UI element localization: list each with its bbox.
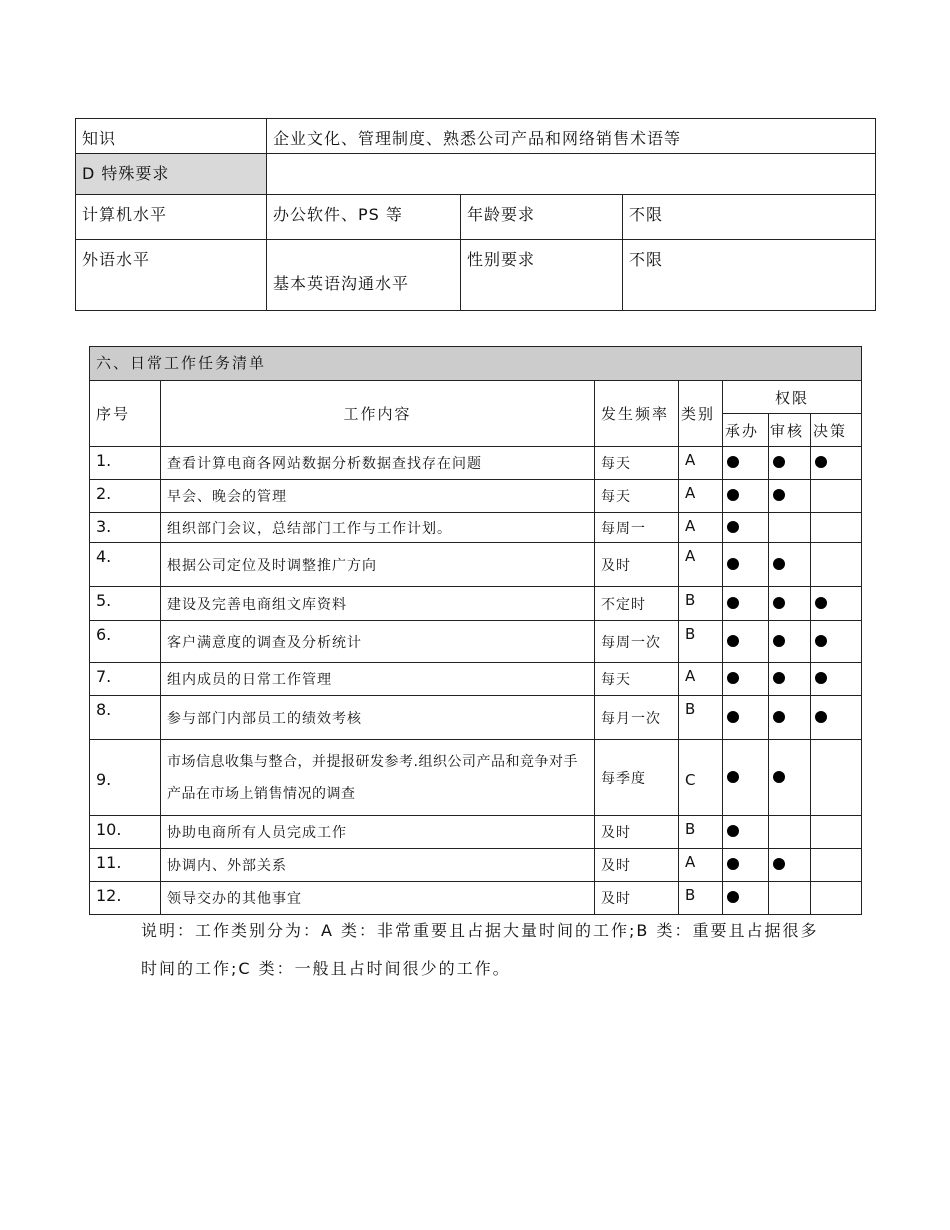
review-cell <box>769 447 811 480</box>
authority-dot <box>815 711 827 723</box>
task-content: 组织部门会议，总结部门工作与工作计划。 <box>161 513 595 543</box>
category-note: 说明：工作类别分为：A 类：非常重要且占据大量时间的工作;B 类：重要且占据很多时间的工作;C 类：一般且占时间很少的工作。 <box>141 921 819 978</box>
decide-cell <box>811 882 862 915</box>
task-frequency: 每周一 <box>595 513 679 543</box>
task-frequency: 每天 <box>595 663 679 696</box>
task-content: 组内成员的日常工作管理 <box>161 663 595 696</box>
knowledge-value: 企业文化、管理制度、熟悉公司产品和网络销售术语等 <box>267 119 876 154</box>
gender-label: 性别要求 <box>461 240 623 311</box>
row-number: 6. <box>90 621 161 663</box>
table-row <box>90 447 862 480</box>
handle-cell <box>723 513 769 543</box>
decide-cell <box>811 447 862 480</box>
row-number: 3. <box>90 513 161 543</box>
task-category: C <box>679 740 723 816</box>
row-number: 2. <box>90 480 161 513</box>
authority-dot <box>773 558 785 570</box>
header-category: 类别 <box>679 381 723 447</box>
row-number: 11. <box>90 849 161 882</box>
task-content: 查看计算电商各网站数据分析数据查找存在问题 <box>161 447 595 480</box>
header-review: 审核 <box>769 414 811 447</box>
row-number: 9. <box>90 740 161 816</box>
authority-dot <box>727 558 739 570</box>
row-number: 5. <box>90 587 161 621</box>
decide-cell <box>811 849 862 882</box>
review-cell <box>769 621 811 663</box>
task-category: A <box>679 849 723 882</box>
authority-dot <box>773 597 785 609</box>
language-level-value: 基本英语沟通水平 <box>267 240 461 311</box>
authority-dot <box>773 771 785 783</box>
task-frequency: 及时 <box>595 849 679 882</box>
review-cell <box>769 696 811 740</box>
authority-dot <box>727 521 739 533</box>
authority-dot <box>727 635 739 647</box>
knowledge-label: 知识 <box>76 119 267 154</box>
authority-dot <box>773 489 785 501</box>
task-frequency: 每月一次 <box>595 696 679 740</box>
review-cell <box>769 587 811 621</box>
decide-cell <box>811 621 862 663</box>
handle-cell <box>723 663 769 696</box>
row-number: 12. <box>90 882 161 915</box>
task-category: B <box>679 816 723 849</box>
task-table <box>89 346 862 915</box>
authority-dot <box>727 597 739 609</box>
task-category: A <box>679 513 723 543</box>
task-category: A <box>679 543 723 587</box>
review-cell <box>769 480 811 513</box>
table-row <box>90 882 862 915</box>
task-frequency: 每天 <box>595 480 679 513</box>
decide-cell <box>811 480 862 513</box>
authority-dot <box>727 672 739 684</box>
task-category: A <box>679 663 723 696</box>
task-category: B <box>679 621 723 663</box>
handle-cell <box>723 447 769 480</box>
task-category: B <box>679 696 723 740</box>
handle-cell <box>723 882 769 915</box>
authority-dot <box>727 891 739 903</box>
task-content: 建设及完善电商组文库资料 <box>161 587 595 621</box>
review-cell <box>769 663 811 696</box>
task-category: A <box>679 480 723 513</box>
age-label: 年龄要求 <box>461 195 623 240</box>
task-frequency: 及时 <box>595 543 679 587</box>
task-frequency: 不定时 <box>595 587 679 621</box>
task-category: B <box>679 882 723 915</box>
row-number: 1. <box>90 447 161 480</box>
authority-dot <box>773 635 785 647</box>
table-row <box>90 816 862 849</box>
authority-dot <box>727 771 739 783</box>
task-content: 市场信息收集与整合，并提报研发参考.组织公司产品和竞争对手产品在市场上销售情况的调查 <box>161 740 595 816</box>
authority-dot <box>773 456 785 468</box>
language-level-label: 外语水平 <box>76 240 267 311</box>
task-frequency: 及时 <box>595 816 679 849</box>
gender-value: 不限 <box>623 240 876 311</box>
requirements-table <box>75 118 876 311</box>
computer-level-label: 计算机水平 <box>76 195 267 240</box>
authority-dot <box>727 711 739 723</box>
task-section-title: 六、日常工作任务清单 <box>90 347 862 381</box>
task-content: 协调内、外部关系 <box>161 849 595 882</box>
table-row <box>90 513 862 543</box>
handle-cell <box>723 587 769 621</box>
handle-cell <box>723 480 769 513</box>
handle-cell <box>723 740 769 816</box>
header-authority: 权限 <box>723 381 862 414</box>
task-frequency: 每季度 <box>595 740 679 816</box>
special-requirements-value <box>267 154 876 195</box>
authority-dot <box>773 858 785 870</box>
row-number: 10. <box>90 816 161 849</box>
handle-cell <box>723 696 769 740</box>
special-requirements-label: D 特殊要求 <box>76 154 267 195</box>
table-row <box>90 587 862 621</box>
task-content: 客户满意度的调查及分析统计 <box>161 621 595 663</box>
authority-dot <box>773 672 785 684</box>
review-cell <box>769 513 811 543</box>
decide-cell <box>811 513 862 543</box>
header-frequency: 发生频率 <box>595 381 679 447</box>
table-row <box>90 740 862 816</box>
review-cell <box>769 543 811 587</box>
decide-cell <box>811 696 862 740</box>
handle-cell <box>723 849 769 882</box>
handle-cell <box>723 621 769 663</box>
row-number: 7. <box>90 663 161 696</box>
table-row <box>90 849 862 882</box>
table-row <box>90 663 862 696</box>
computer-level-value: 办公软件、PS 等 <box>267 195 461 240</box>
authority-dot <box>773 711 785 723</box>
age-value: 不限 <box>623 195 876 240</box>
authority-dot <box>727 825 739 837</box>
row-number: 8. <box>90 696 161 740</box>
task-category: A <box>679 447 723 480</box>
review-cell <box>769 882 811 915</box>
authority-dot <box>727 858 739 870</box>
decide-cell <box>811 816 862 849</box>
header-seq: 序号 <box>90 381 161 447</box>
task-frequency: 及时 <box>595 882 679 915</box>
table-row <box>90 543 862 587</box>
authority-dot <box>815 672 827 684</box>
authority-dot <box>727 489 739 501</box>
task-content: 根据公司定位及时调整推广方向 <box>161 543 595 587</box>
authority-dot <box>815 456 827 468</box>
table-row <box>90 621 862 663</box>
decide-cell <box>811 543 862 587</box>
decide-cell <box>811 587 862 621</box>
header-content: 工作内容 <box>161 381 595 447</box>
handle-cell <box>723 816 769 849</box>
task-content: 早会、晚会的管理 <box>161 480 595 513</box>
task-content: 参与部门内部员工的绩效考核 <box>161 696 595 740</box>
table-row <box>90 480 862 513</box>
task-content: 协助电商所有人员完成工作 <box>161 816 595 849</box>
task-content: 领导交办的其他事宜 <box>161 882 595 915</box>
authority-dot <box>727 456 739 468</box>
table-row <box>90 696 862 740</box>
header-handle: 承办 <box>723 414 769 447</box>
review-cell <box>769 740 811 816</box>
decide-cell <box>811 740 862 816</box>
row-number: 4. <box>90 543 161 587</box>
authority-dot <box>815 597 827 609</box>
decide-cell <box>811 663 862 696</box>
handle-cell <box>723 543 769 587</box>
review-cell <box>769 816 811 849</box>
header-decide: 决策 <box>811 414 862 447</box>
review-cell <box>769 849 811 882</box>
authority-dot <box>815 635 827 647</box>
task-category: B <box>679 587 723 621</box>
task-frequency: 每天 <box>595 447 679 480</box>
task-frequency: 每周一次 <box>595 621 679 663</box>
